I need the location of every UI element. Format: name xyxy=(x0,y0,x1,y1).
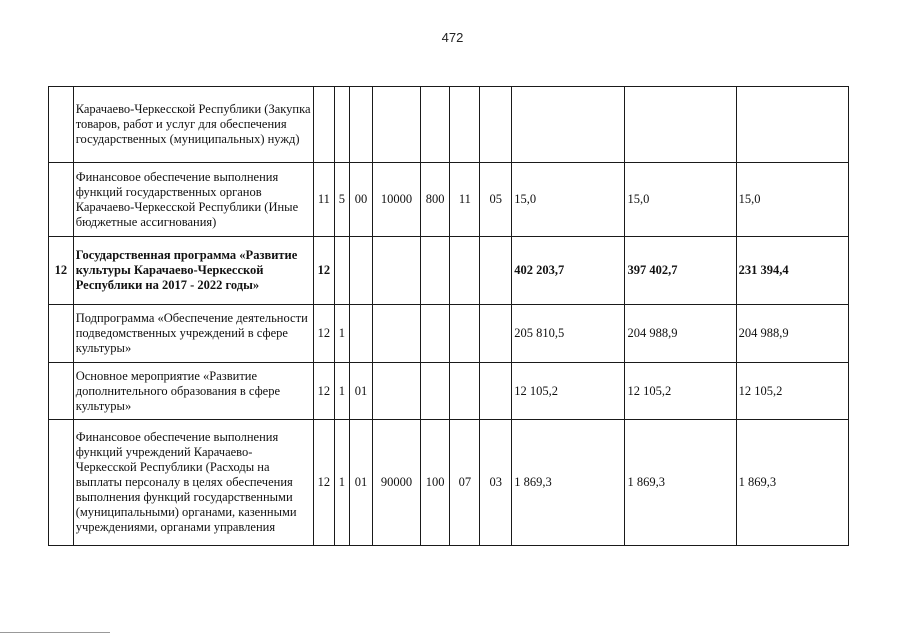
row-number-cell xyxy=(49,305,74,363)
code-sub-cell: 1 xyxy=(335,420,349,546)
description-cell xyxy=(73,305,313,363)
amount-year-3-cell xyxy=(736,87,848,163)
amount-year-3-cell: 15,0 xyxy=(736,163,848,237)
description-cell xyxy=(73,237,313,305)
amount-year-1-cell: 15,0 xyxy=(512,163,625,237)
code-dir-cell xyxy=(373,305,420,363)
code-main-cell xyxy=(349,87,373,163)
code-gp-cell: 12 xyxy=(313,420,335,546)
code-main-cell xyxy=(349,237,373,305)
code-rz-cell: 11 xyxy=(450,163,480,237)
code-sub-cell xyxy=(335,87,349,163)
code-pr-cell xyxy=(480,305,512,363)
amount-year-1-cell: 402 203,7 xyxy=(512,237,625,305)
table-row xyxy=(49,363,849,420)
budget-table xyxy=(48,86,849,546)
code-vr-cell xyxy=(420,363,450,420)
amount-year-3-cell: 1 869,3 xyxy=(736,420,848,546)
amount-year-3-cell: 204 988,9 xyxy=(736,305,848,363)
description-text: Финансовое обеспечение выполнения функций учреждений Карачаево-Черкесской Республики (Расходы на выплаты персоналу в целях обеспечения выполнения функций государственными (муниципальными) органами, казенными учреждениями, органами управления xyxy=(75,430,297,534)
code-gp-cell xyxy=(313,87,335,163)
code-main-cell: 01 xyxy=(349,420,373,546)
code-pr-cell: 05 xyxy=(480,163,512,237)
amount-year-2-cell: 204 988,9 xyxy=(625,305,736,363)
table-row xyxy=(49,305,849,363)
code-sub-cell: 5 xyxy=(335,163,349,237)
code-pr-cell xyxy=(480,363,512,420)
row-number-cell xyxy=(49,163,74,237)
description-text: Карачаево-Черкесской Республики (Закупка товаров, работ и услуг для обеспечения государственных (муниципальных) нужд) xyxy=(75,102,311,146)
code-vr-cell xyxy=(420,305,450,363)
row-number-cell xyxy=(49,420,74,546)
code-dir-cell xyxy=(373,363,420,420)
code-gp-cell: 12 xyxy=(313,363,335,420)
description-cell xyxy=(73,363,313,420)
table-row xyxy=(49,163,849,237)
code-sub-cell: 1 xyxy=(335,363,349,420)
code-pr-cell xyxy=(480,237,512,305)
code-sub-cell: 1 xyxy=(335,305,349,363)
row-number-cell: 12 xyxy=(49,237,74,305)
amount-year-2-cell: 397 402,7 xyxy=(625,237,736,305)
description-text: Государственная программа «Развитие культуры Карачаево-Черкесской Республики на 2017 - 2022 годы» xyxy=(75,248,298,292)
code-main-cell: 01 xyxy=(349,363,373,420)
amount-year-1-cell: 205 810,5 xyxy=(512,305,625,363)
amount-year-1-cell: 1 869,3 xyxy=(512,420,625,546)
code-main-cell: 00 xyxy=(349,163,373,237)
code-main-cell xyxy=(349,305,373,363)
table-row xyxy=(49,87,849,163)
amount-year-2-cell xyxy=(625,87,736,163)
amount-year-2-cell: 12 105,2 xyxy=(625,363,736,420)
row-number-cell xyxy=(49,87,74,163)
code-vr-cell: 800 xyxy=(420,163,450,237)
code-rz-cell xyxy=(450,363,480,420)
amount-year-3-cell: 12 105,2 xyxy=(736,363,848,420)
code-dir-cell: 10000 xyxy=(373,163,420,237)
amount-year-1-cell xyxy=(512,87,625,163)
description-text: Финансовое обеспечение выполнения функций государственных органов Карачаево-Черкесской Республики (Иные бюджетные ассигнования) xyxy=(75,169,299,229)
table-row xyxy=(49,237,849,305)
description-cell xyxy=(73,87,313,163)
code-rz-cell xyxy=(450,305,480,363)
description-cell xyxy=(73,163,313,237)
row-number-cell xyxy=(49,363,74,420)
description-cell xyxy=(73,420,313,546)
page-number: 472 xyxy=(441,30,464,45)
code-pr-cell: 03 xyxy=(480,420,512,546)
description-text: Подпрограмма «Обеспечение деятельности подведомственных учреждений в сфере культуры» xyxy=(75,311,308,355)
code-rz-cell: 07 xyxy=(450,420,480,546)
amount-year-3-cell: 231 394,4 xyxy=(736,237,848,305)
code-pr-cell xyxy=(480,87,512,163)
code-gp-cell: 12 xyxy=(313,305,335,363)
budget-table-body xyxy=(49,87,849,546)
code-vr-cell: 100 xyxy=(420,420,450,546)
table-row xyxy=(49,420,849,546)
code-sub-cell xyxy=(335,237,349,305)
code-gp-cell: 11 xyxy=(313,163,335,237)
code-gp-cell: 12 xyxy=(313,237,335,305)
code-vr-cell xyxy=(420,237,450,305)
code-rz-cell xyxy=(450,237,480,305)
description-text: Основное мероприятие «Развитие дополнительного образования в сфере культуры» xyxy=(75,368,281,413)
amount-year-2-cell: 15,0 xyxy=(625,163,736,237)
amount-year-1-cell: 12 105,2 xyxy=(512,363,625,420)
code-dir-cell xyxy=(373,237,420,305)
code-rz-cell xyxy=(450,87,480,163)
amount-year-2-cell: 1 869,3 xyxy=(625,420,736,546)
code-vr-cell xyxy=(420,87,450,163)
page-bottom-rule xyxy=(0,632,110,633)
code-dir-cell: 90000 xyxy=(373,420,420,546)
code-dir-cell xyxy=(373,87,420,163)
